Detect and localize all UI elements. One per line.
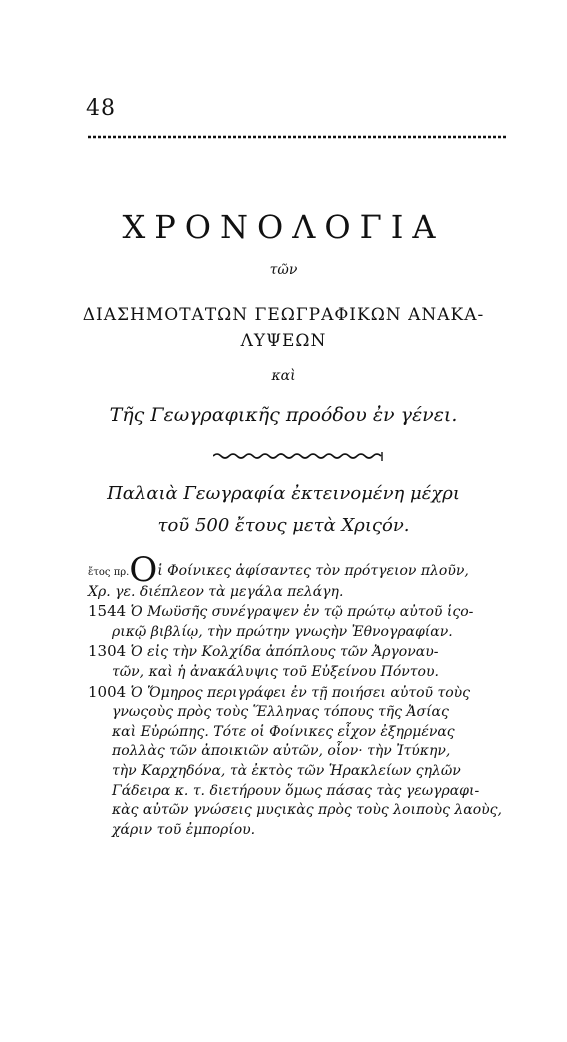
subtitle-conjunction: καὶ — [271, 368, 296, 384]
subtitle-line: ΔΙΑΣΗΜΟΤΑΤΩΝ ΓΕΩΓΡΑΦΙΚΩΝ ΑΝΑΚΑ- — [82, 305, 485, 325]
chronology-entry — [88, 602, 508, 642]
chronology-entry — [88, 683, 508, 841]
entry-year: 1004 — [88, 682, 127, 701]
page-title: ΧΡΟΝΟΛΟΓΙΑ — [122, 208, 445, 246]
entry-text: Ὁ εἰς τὴν Κολχίδα ἀπόπλους τῶν Ἀργοναυ- — [130, 644, 439, 661]
page-number: 48 — [86, 96, 116, 121]
section-heading-line: τοῦ 500 ἔτους μετὰ Χριςόν. — [157, 515, 410, 536]
chronology-entries — [88, 550, 508, 840]
entry-year: 1304 — [88, 642, 127, 661]
subtitle-secondary: Τῆς Γεωγραφικῆς προόδου ἐν γένει. — [109, 404, 458, 426]
entry-text: Ὁ Μωϋσῆς συνέγραψεν ἐν τῷ πρώτῳ αὐτοῦ ἱςο- — [130, 604, 474, 621]
section-heading — [0, 478, 567, 542]
entry-text: ἱ Φοίνικες ἀφίσαντες τὸν πρότγειον πλοῦν, — [157, 563, 469, 579]
top-rule — [88, 134, 506, 140]
title-conjunction: τῶν — [269, 262, 298, 278]
chronology-entry — [88, 550, 508, 602]
entry-text: Χρ. γε. διέπλεον τὰ μεγάλα πελάγη. — [88, 583, 344, 600]
entry-text: ρικῷ βιβλίῳ, τὴν πρώτην γνωςὴν Ἐθνογραφίαν. — [112, 623, 453, 640]
entry-text: πολλὰς τῶν ἀποικιῶν αὐτῶν, οἷον· τὴν Ἰτύκην, — [112, 743, 451, 760]
entry-text: κὰς αὐτῶν γνώσεις μυςικὰς πρὸς τοὺς λοιποὺς λαοὺς, — [112, 802, 502, 819]
entry-text: καὶ Εὐρώπης. Τότε οἱ Φοίνικες εἶχον ἐξηρμένας — [112, 723, 455, 740]
entry-text: τὴν Καρχηδόνα, τὰ ἐκτὸς τῶν Ἡρακλείων ςηλῶν — [112, 762, 461, 779]
entry-year: ἔτος πρ. — [88, 567, 130, 578]
chronology-entry — [88, 642, 508, 682]
ornamental-rule — [213, 450, 383, 462]
entry-text: γνωςοὺς πρὸς τοὺς Ἕλληνας τόπους τῆς Ἀσίας — [112, 704, 449, 721]
entry-year: 1544 — [88, 602, 127, 621]
entry-text: χάριν τοῦ ἐμπορίου. — [112, 821, 256, 838]
entry-text: Ὁ Ὅμηρος περιγράφει ἐν τῇ ποιήσει αὐτοῦ τοὺς — [130, 684, 470, 701]
entry-text: τῶν, καὶ ἡ ἀνακάλυψις τοῦ Εὐξείνου Πόντου. — [112, 663, 439, 680]
subtitle — [0, 302, 567, 354]
subtitle-line: ΛΥΨΕΩΝ — [240, 331, 327, 351]
section-heading-line: Παλαιὰ Γεωγραφία ἐκτεινομένη μέχρι — [107, 483, 460, 504]
entry-text: Γάδειρα κ. τ. διετήρουν ὅμως πάσας τὰς γεωγραφι- — [112, 782, 480, 799]
drop-cap: Ο — [129, 550, 158, 590]
